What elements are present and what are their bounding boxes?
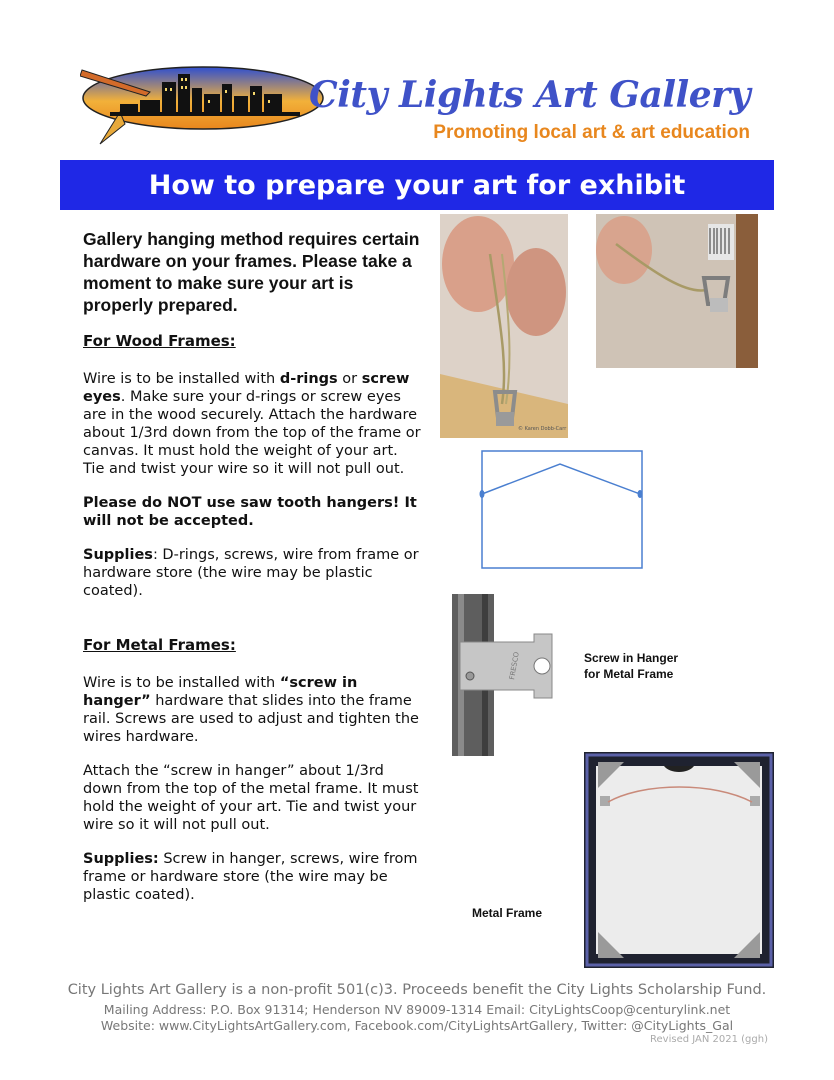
title-banner (60, 160, 774, 210)
page-title: How to prepare your art for exhibit (148, 169, 686, 201)
supplies-text: : D-rings, screws, wire from frame or hardware store (the wire may be plastic coated). (83, 547, 419, 599)
wood-frames-heading: For Wood Frames: (83, 332, 236, 350)
saw-tooth-warning: Please do NOT use saw tooth hangers! It will not be accepted. (83, 495, 417, 529)
svg-text:FRESCO: FRESCO (508, 651, 521, 681)
gallery-logo (80, 64, 326, 146)
revision-note: Revised JAN 2021 (ggh) (650, 1034, 768, 1045)
d-ring-on-frame-icon (596, 214, 758, 368)
metal-frame-caption: Metal Frame (472, 906, 543, 920)
wood-frames-instructions (83, 370, 421, 478)
frame-wire-diagram-icon (478, 448, 646, 572)
text-run: or (337, 371, 362, 387)
metal-frame-photo (584, 752, 774, 968)
wire-twisting-photo (440, 214, 568, 438)
metal-supplies (83, 850, 421, 904)
footer-nonprofit: City Lights Art Gallery is a non-profit 501(c)3. Proceeds benefit the City Lights Scholarship Fund. (67, 982, 767, 998)
text-run: hardware that slides into the frame rail. Screws are used to adjust and tighten the wires hardware. (83, 693, 419, 745)
photo-credit: © Karen Dobb-Carr (518, 426, 567, 432)
supplies-label: Supplies: (83, 851, 159, 867)
text-run: . Make sure your d-rings or screw eyes are in the wood securely. Attach the hardware about 1/3rd down from the top of the frame or canvas. It must hold the weight of your art. Tie and twist your wire so it will not pull out. (83, 389, 421, 477)
d-ring-frame-photo (596, 214, 758, 368)
wood-supplies (83, 546, 421, 600)
screw-in-hanger-icon (452, 594, 556, 756)
instructions-column (83, 228, 421, 920)
supplies-text: Screw in hanger, screws, wire from frame or hardware store (the wire may be plastic coated). (83, 851, 418, 903)
text-run: Wire is to be installed with (83, 371, 280, 387)
text-run: Wire is to be installed with (83, 675, 280, 691)
supplies-label: Supplies (83, 547, 153, 563)
screw-in-hanger-term: “screw in hanger” (83, 675, 358, 709)
hands-wire-d-ring-icon (440, 214, 568, 438)
gallery-tagline: Promoting local art & art education (433, 122, 750, 143)
screw-in-hanger-photo (452, 594, 556, 756)
footer-mailing: Mailing Address: P.O. Box 91314; Henderson NV 89009-1314 Email: CityLightsCoop@centurylink.net (103, 1002, 731, 1017)
wire-diagram (478, 448, 646, 572)
hanger-caption-line1: Screw in Hanger (584, 651, 679, 665)
metal-frames-instructions (83, 674, 421, 746)
palette-skyline-icon (80, 64, 326, 146)
hanger-caption (584, 650, 678, 682)
screw-eyes-term: screw eyes (83, 371, 410, 405)
metal-frames-heading: For Metal Frames: (83, 636, 236, 654)
hanger-caption-line2: for Metal Frame (584, 667, 674, 681)
metal-attach-instructions: Attach the “screw in hanger” about 1/3rd down from the top of the metal frame. It must hold the weight of your art. Tie and twist your wire so it will not pull out. (83, 763, 419, 833)
d-rings-term: d-rings (279, 371, 338, 387)
intro-text: Gallery hanging method requires certain hardware on your frames. Please take a moment to make sure your art is properly prepared. (83, 229, 420, 315)
gallery-title: City Lights Art Gallery (309, 74, 750, 116)
footer-website: Website: www.CityLightsArtGallery.com, Facebook.com/CityLightsArtGallery, Twitter: @CityLights_Gal (100, 1018, 734, 1033)
metal-frame-back-icon (584, 752, 774, 968)
